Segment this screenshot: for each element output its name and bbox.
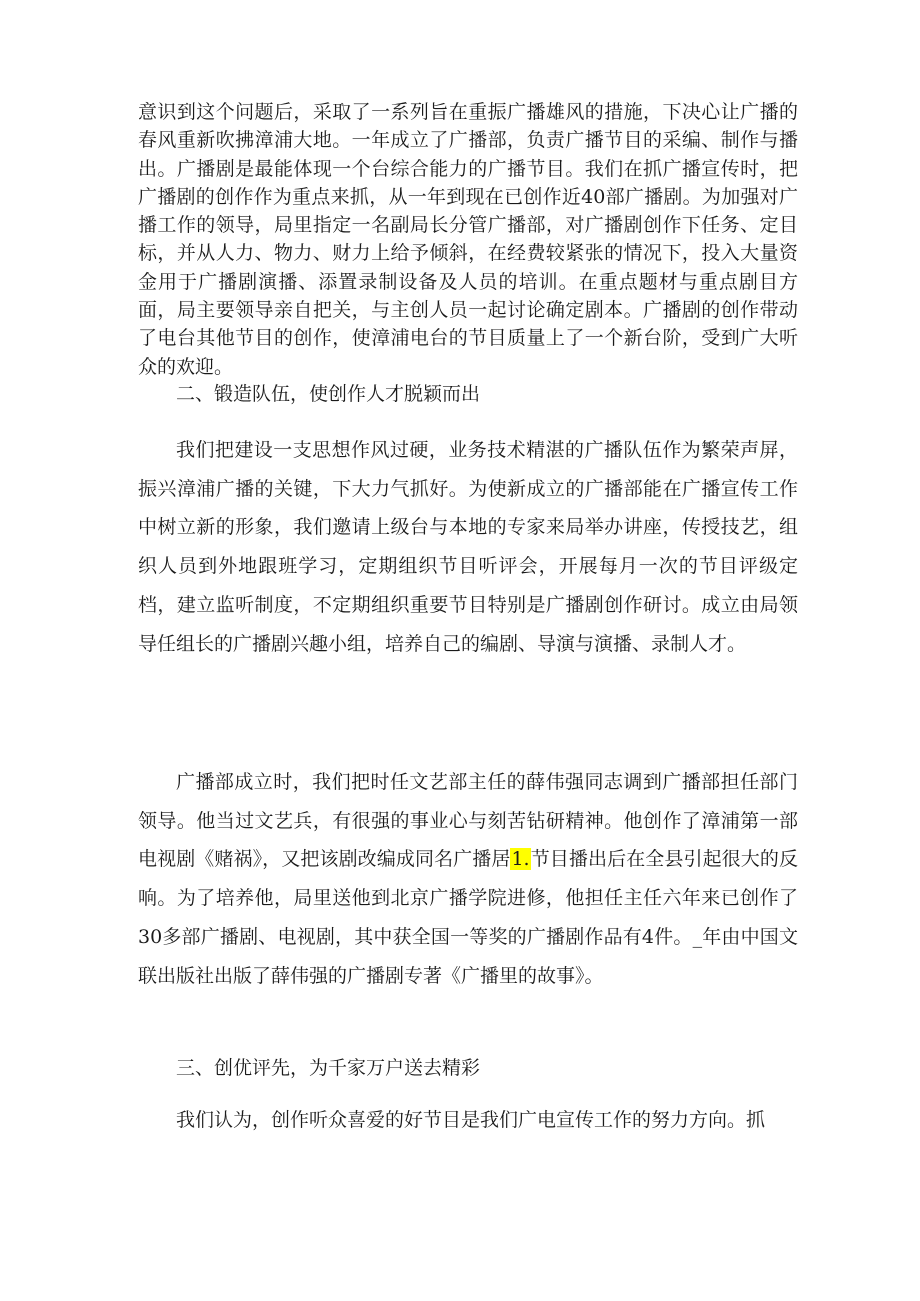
paragraph-team-training-text: 我们把建设一支思想作风过硬，业务技术精湛的广播队伍作为繁荣声屏，振兴漳浦广播的关键，下大力气抓好。为使新成立的广播部能在广播宣传工作中树立新的形象，我们邀请上级台与本地的专家来局举办讲座，传授技艺，组织人员到外地跟班学习，定期组织节目听评会，开展每月一次的节目评级定档，建立监听制度，不定期组织重要节目特别是广播剧创作研讨。成立由局领导任组长的广播剧兴趣小组，培养自己的编剧、导演与演播、录制人才。 bbox=[138, 439, 798, 655]
paragraph-broadcast-measures: 意识到这个问题后，采取了一系列旨在重振广播雄风的措施，下决心让广播的春风重新吹拂漳浦大地。一年成立了广播部，负责广播节目的采编、制作与播出。广播剧是最能体现一个台综合能力的广播节目。我们在抓广播宣传时，把广播剧的创作作为重点来抓，从一年到现在已创作近40部广播剧。为加强对广播工作的领导，局里指定一名副局长分管广播部，对广播剧创作下任务、定目标，并从人力、物力、财力上给予倾斜，在经费较紧张的情况下，投入大量资金用于广播剧演播、添置录制设备及人员的培训。在重点题材与重点剧目方面，局主要领导亲自把关，与主创人员一起讨论确定剧本。广播剧的创作带动了电台其他节目的创作，使漳浦电台的节目质量上了一个新台阶，受到广大听众的欢迎。 bbox=[138, 101, 798, 378]
paragraph-team-training bbox=[138, 431, 798, 663]
section-heading-team-building: 二、锻造队伍，使创作人才脱颖而出 bbox=[176, 383, 481, 405]
paragraph-xue-text-before: 广播部成立时，我们把时任文艺部主任的薛伟强同志调到广播部担任部门领导。他当过文艺兵，有很强的事业心与刻苦钻研精神。他创作了漳浦第一部电视剧《赌祸》，又把该剧改编成同名广播居 bbox=[138, 771, 798, 871]
paragraph-good-programs-text: 我们认为，创作听众喜爱的好节目是我们广电宣传工作的努力方向。抓 bbox=[176, 1109, 766, 1131]
section-heading-excellence: 三、创优评先，为千家万户送去精彩 bbox=[176, 1057, 481, 1079]
paragraph-xue-text-after: 节目播出后在全县引起很大的反响。为了培养他，局里送他到北京广播学院进修，他担任主任六年来已创作了30多部广播剧、电视剧，其中获全国一等奖的广播剧作品有4件。_年由中国文联出版社出版了薛伟强的广播剧专著《广播里的故事》。 bbox=[138, 848, 798, 987]
paragraph-good-programs bbox=[138, 1101, 798, 1140]
paragraph-xue-weiqiang bbox=[138, 763, 798, 995]
highlighted-text: 1. bbox=[511, 848, 530, 871]
